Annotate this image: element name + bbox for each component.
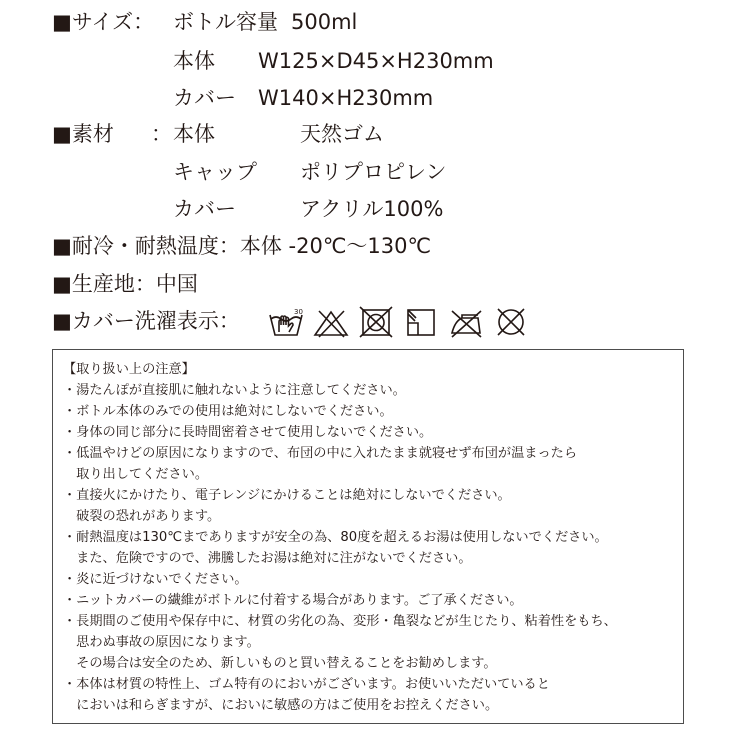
no-bleach-icon xyxy=(313,305,349,339)
notice-line: 取り出してください。 xyxy=(63,467,209,482)
notice-line: 破裂の恐れがあります。 xyxy=(63,509,221,524)
no-iron-icon xyxy=(448,305,484,339)
material-cap-value: ポリプロピレン xyxy=(300,160,447,184)
line-dry-shade-icon xyxy=(403,305,439,339)
size-body-label: 本体 xyxy=(173,49,215,73)
svg-text:30: 30 xyxy=(294,308,303,316)
notice-line: ・ニットカバーの繊維がボトルに付着する場合があります。ご了承ください。 xyxy=(63,593,523,608)
material-body-value: 天然ゴム xyxy=(300,122,384,146)
notice-line: ・直接火にかけたり、電子レンジにかけることは絶対にしないでください。 xyxy=(63,488,511,503)
material-label: ■素材 xyxy=(52,122,114,146)
size-bottle-value: 500ml xyxy=(291,10,358,34)
notice-title: 【取り扱い上の注意】 xyxy=(63,362,195,377)
country-of-origin: ■生産地：中国 xyxy=(52,272,198,296)
material-cover-label: カバー xyxy=(173,197,236,221)
laundry-label: ■カバー洗濯表示： xyxy=(52,309,240,333)
no-dry-clean-icon xyxy=(493,305,529,339)
temperature-range: ■耐冷・耐熱温度：本体 -20℃～130℃ xyxy=(52,234,432,258)
size-bottle-label: ボトル容量 xyxy=(173,10,278,34)
notice-line: ・湯たんぽが直接肌に触れないように注意してください。 xyxy=(63,383,406,398)
material-cover-value: アクリル100% xyxy=(300,197,444,221)
material-body-label: 本体 xyxy=(173,122,215,146)
size-cover-value: W140×H230mm xyxy=(258,86,434,110)
notice-line: ・ボトル本体のみでの使用は絶対にしないでください。 xyxy=(63,404,393,419)
notice-line: 思わぬ事故の原因になります。 xyxy=(63,635,260,650)
notice-line: また、危険ですので、沸騰したお湯は絶対に注がないでください。 xyxy=(63,551,472,566)
notice-line: ・身体の同じ部分に長時間密着させて使用しないでください。 xyxy=(63,425,433,440)
material-colon: ： xyxy=(151,122,172,146)
notice-line: ・長期間のご使用や保存中に、材質の劣化の為、変形・亀裂などが生じたり、粘着性をもち、 xyxy=(63,614,617,629)
notice-line: ・低温やけどの原因になりますので、布団の中に入れたまま就寝せず布団が温まったら xyxy=(63,446,578,461)
notice-box xyxy=(52,349,684,724)
hand-wash-30-icon xyxy=(268,305,304,339)
notice-line: ・炎に近づけないでください。 xyxy=(63,572,248,587)
notice-line: その場合は安全のため、新しいものと買い替えることをお勧めします。 xyxy=(63,656,497,671)
size-label: ■サイズ： xyxy=(52,10,155,34)
laundry-icons xyxy=(268,305,538,339)
material-cap-label: キャップ xyxy=(173,160,257,184)
no-tumble-dry-icon xyxy=(358,305,394,339)
notice-line: ・本体は材質の特性上、ゴム特有のにおいがございます。お使いいただいていると xyxy=(63,677,550,692)
notice-line: においは和らぎますが、においに敏感の方はご使用をお控えください。 xyxy=(63,698,499,713)
size-body-value: W125×D45×H230mm xyxy=(258,49,494,73)
size-cover-label: カバー xyxy=(173,86,236,110)
notice-line: ・耐熱温度は130℃までありますが安全の為、80度を超えるお湯は使用しないでください。 xyxy=(63,530,608,545)
